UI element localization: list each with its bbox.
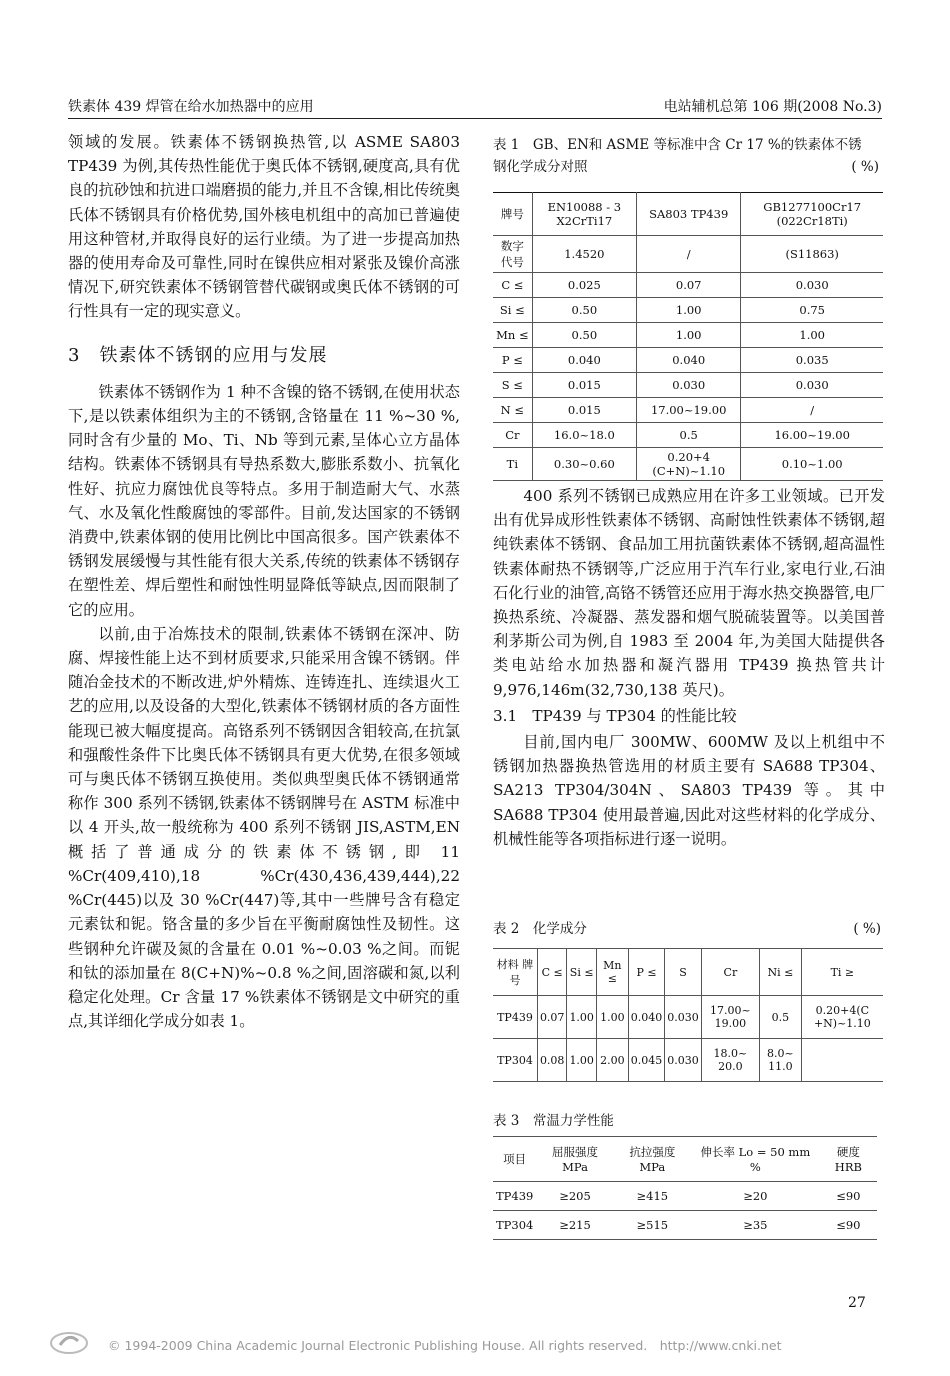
table2-header-cell: Mn ≤ [596,949,628,996]
table1-caption-line1: 表 1 GB、EN和 ASME 等标准中含 Cr 17 %的铁素体不锈 [493,137,862,153]
table1-cell: 0.040 [532,348,636,373]
table2-cell: TP439 [493,996,537,1039]
table2-unit: ( %) [853,921,881,937]
table2-header-cell: Ni ≤ [760,949,802,996]
table2-header-cell: C ≤ [537,949,567,996]
table1-row [493,423,883,448]
table3-cell: ≥35 [691,1211,820,1240]
table1-cell: 0.030 [636,373,740,398]
table2-caption-text: 表 2 化学成分 [493,921,587,937]
table2-cell: 8.0~ 11.0 [760,1039,802,1082]
table3-header-cell: 伸长率 Lo = 50 mm % [691,1137,820,1182]
table2-cell: 0.040 [628,996,665,1039]
table3 [493,1136,877,1240]
table1-cell: 0.20+4 (C+N)~1.10 [636,448,740,481]
paragraph: 铁素体不锈钢作为 1 种不含镍的铬不锈钢,在使用状态下,是以铁素体组织为主的不锈钢,含铬量在 11 %~30 %,同时含有少量的 Mo、Ti、Nb 等到元素,呈体心立方晶体结构。铁素体不锈钢具有导热系数大,膨胀系数小、抗氧化性好、抗应力腐蚀优良等特点。多用于制造耐大气、水蒸气、水及氧化性酸腐蚀的零部件。目前,发达国家的不锈钢消费中,铁素体钢的使用比例比中国高很多。国产铁素体不锈钢发展缓慢与其性能有很大关系,传统的铁素体不锈钢存在塑性差、焊后塑性和耐蚀性明显降低等缺点,因而限制了它的应用。 [68,382,460,619]
right-column [493,484,885,851]
table2-cell: 18.0~ 20.0 [701,1039,759,1082]
table1-cell: 1.00 [741,323,883,348]
table1-unit: ( %) [851,159,879,175]
table1-cell: 0.50 [532,298,636,323]
table3-caption: 表 3 常温力学性能 [493,1113,614,1129]
paragraph: 目前,国内电厂 300MW、600MW 及以上机组中不锈钢加热器换热管选用的材质主要有 SA688 TP304、SA213 TP304/304N、SA803 TP439 等。其中 SA688 TP304 使用最普遍,因此对这些材料的化学成分、机械性能等各项指标进行逐一说明。 [493,733,885,848]
table1-cell: S ≤ [493,373,532,398]
table1-cell: 0.5 [636,423,740,448]
table1-cell: 数字代号 [493,236,532,273]
table1-cell: 0.030 [741,273,883,298]
table3-header-row [493,1137,877,1182]
table2 [493,948,883,1082]
table1-row [493,236,883,273]
paragraph: 400 系列不锈钢已成熟应用在许多工业领域。已开发出有优异成形性铁素体不锈钢、高耐蚀性铁素体不锈钢,超纯铁素体不锈钢、食品加工用抗菌铁素体不锈钢,超高温性铁素体耐热不锈钢等,广泛应用于汽车行业,家电行业,石油石化行业的油管,高铬不锈管还应用于海水热交换器管,电厂换热系统、冷凝器、蒸发器和烟气脱硫装置等。以美国普利茅斯公司为例,自 1983 至 2004 年,为美国大陆提供各类电站给水加热器和凝汽器用 TP439 换热管共计 9,976,146m(32,730,138 英尺)。 [493,487,885,699]
table1 [493,192,883,481]
left-column [68,130,460,1033]
table2-cell: 0.20+4(C +N)~1.10 [801,996,883,1039]
table1-cell: (S11863) [741,236,883,273]
table2-cell: 1.00 [567,1039,597,1082]
table2-cell: 1.00 [596,996,628,1039]
table3-cell: ≤90 [820,1211,877,1240]
table3-cell: ≤90 [820,1182,877,1211]
table2-cell: 0.030 [665,1039,702,1082]
table3-cell: ≥205 [536,1182,613,1211]
table1-header-cell: GB1277100Cr17 (022Cr18Ti) [741,193,883,236]
table2-header-cell: Si ≤ [567,949,597,996]
table3-row [493,1182,877,1211]
table2-cell: 2.00 [596,1039,628,1082]
table1-cell: 1.00 [636,298,740,323]
subsection-heading: 3.1 TP439 与 TP304 的性能比较 [493,706,737,725]
table2-cell: 0.07 [537,996,567,1039]
table1-cell: / [741,398,883,423]
table2-cell: 1.00 [567,996,597,1039]
table1-header-cell: 牌号 [493,193,532,236]
table3-header-cell: 硬度 HRB [820,1137,877,1182]
table2-header-cell: Ti ≥ [801,949,883,996]
table1-cell: 0.30~0.60 [532,448,636,481]
table1-cell: 17.00~19.00 [636,398,740,423]
table1-cell: 0.10~1.00 [741,448,883,481]
table1-cell: 0.030 [741,373,883,398]
table1-row [493,298,883,323]
table2-row [493,996,883,1039]
table1-cell: C ≤ [493,273,532,298]
table2-caption [493,918,883,940]
table2-cell: 17.00~ 19.00 [701,996,759,1039]
table1-caption [493,134,885,178]
table1-cell: 0.040 [636,348,740,373]
table1-cell: 0.035 [741,348,883,373]
table1-cell: 0.50 [532,323,636,348]
table1-row [493,398,883,423]
copyright-footer: © 1994-2009 China Academic Journal Electronic Publishing House. All rights reserved. http://www.cnki.net [108,1338,782,1353]
table2-header-row [493,949,883,996]
table1-cell: 16.00~19.00 [741,423,883,448]
table2-cell: TP304 [493,1039,537,1082]
header-title: 铁素体 439 焊管在给水加热器中的应用 [68,99,314,115]
table2-header-cell: S [665,949,702,996]
table3-cell: ≥215 [536,1211,613,1240]
table1-header-cell: SA803 TP439 [636,193,740,236]
table1-cell: 0.07 [636,273,740,298]
table2-cell: 0.030 [665,996,702,1039]
table1-row [493,373,883,398]
table1-cell: / [636,236,740,273]
table1-cell: Mn ≤ [493,323,532,348]
cnki-logo-icon [48,1328,90,1356]
table2-cell: 0.045 [628,1039,665,1082]
table3-cell: ≥415 [614,1182,691,1211]
table1-cell: 0.025 [532,273,636,298]
table3-header-cell: 抗拉强度 MPa [614,1137,691,1182]
table2-row [493,1039,883,1082]
section-heading: 3 铁素体不锈钢的应用与发展 [68,344,328,366]
table1-cell: 0.75 [741,298,883,323]
table1-row [493,273,883,298]
table3-row [493,1211,877,1240]
table1-row [493,323,883,348]
table1-cell: N ≤ [493,398,532,423]
paragraph: 领域的发展。铁素体不锈钢换热管,以 ASME SA803 TP439 为例,其传热性能优于奥氏体不锈钢,硬度高,具有优良的抗砂蚀和抗进口端磨损的能力,并且不含镍,相比传统奥氏体不锈钢具有价格优势,国外核电机组中的高加已普遍使用这种管材,并取得良好的运行业绩。为了进一步提高加热器的使用寿命及可靠性,同时在镍供应相对紧张及镍价高涨情况下,研究铁素体不锈钢管替代碳钢或奥氏体不锈钢的可行性具有一定的现实意义。 [68,133,460,321]
table3-header-cell: 屈服强度 MPa [536,1137,613,1182]
paragraph: 以前,由于冶炼技术的限制,铁素体不锈钢在深冲、防腐、焊接性能上达不到材质要求,只能采用含镍不锈钢。伴随冶金技术的不断改进,炉外精炼、连铸连扎、连续退火工艺的应用,以及设备的大型化,铁素体不锈钢材质的各方面性能现已被大幅度提高。高铬系列不锈钢因含钼较高,在抗氯和强酸性条件下比奥氏体不锈钢具有更大优势,在很多领域可与奥氏体不锈钢互换使用。类似典型奥氏体不锈钢通常称作 300 系列不锈钢,铁素体不锈钢牌号在 ASTM 标准中以 4 开头,故一般统称为 400 系列不锈钢 JIS,ASTM,EN 概括了普通成分的铁素体不锈钢,即 11 %Cr(409,410),18 %Cr(430,436,439,444),22 %Cr(445)以及 30 %Cr(447)等,其中一些牌号含有稳定元素钛和铌。铬含量的多少旨在平衡耐腐蚀性及韧性。这些钢种允许碳及氮的含量在 0.01 %~0.03 %之间。而铌和钛的添加量在 8(C+N)%~0.8 %之间,固溶碳和氮,以利稳定化处理。Cr 含量 17 %铁素体不锈钢是文中研究的重点,其详细化学成分如表 1。 [68,624,460,1031]
table3-cell: ≥20 [691,1182,820,1211]
table3-header-cell: 项目 [493,1137,536,1182]
table1-caption-line2: 钢化学成分对照 [493,159,588,175]
table1-cell: Ti [493,448,532,481]
table1-cell: 0.015 [532,398,636,423]
table1-cell: 1.00 [636,323,740,348]
header-journal: 电站辅机总第 106 期(2008 No.3) [663,99,882,115]
table1-cell: 16.0~18.0 [532,423,636,448]
table1-cell: Cr [493,423,532,448]
table1-cell: P ≤ [493,348,532,373]
table1-header-cell: EN10088 - 3 X2CrTi17 [532,193,636,236]
table2-cell: 0.08 [537,1039,567,1082]
table1-header-row [493,193,883,236]
table1-cell: 1.4520 [532,236,636,273]
table1-cell: Si ≤ [493,298,532,323]
table3-cell: TP304 [493,1211,536,1240]
table1-row [493,348,883,373]
table2-cell: 0.5 [760,996,802,1039]
page-number: 27 [848,1295,866,1311]
table2-header-cell: 材料 牌号 [493,949,537,996]
table1-cell: 0.015 [532,373,636,398]
table3-cell: TP439 [493,1182,536,1211]
table2-header-cell: Cr [701,949,759,996]
table1-row [493,448,883,481]
table3-cell: ≥515 [614,1211,691,1240]
table2-header-cell: P ≤ [628,949,665,996]
table2-cell [801,1039,883,1082]
running-header [68,96,882,119]
